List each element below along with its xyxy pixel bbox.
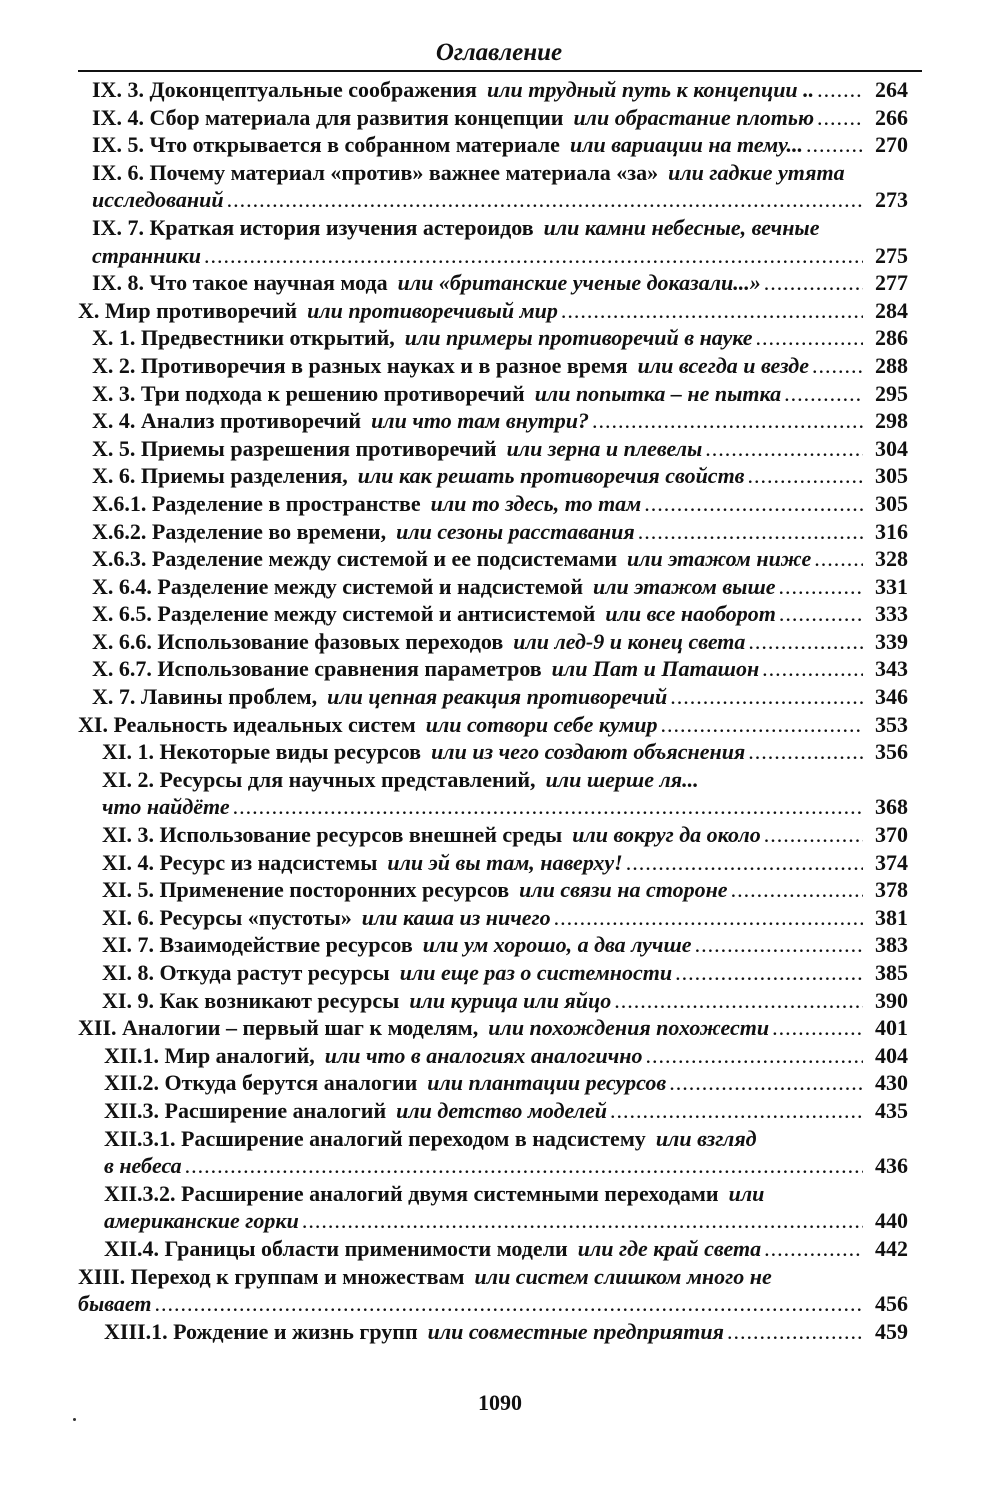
toc-entry-alt-title: или этажом ниже (627, 546, 812, 572)
header-rule (78, 70, 922, 72)
dot-leader (772, 1014, 863, 1042)
toc-entry[interactable] (78, 821, 908, 849)
dot-leader (204, 242, 863, 270)
toc-entry-page: 456 (875, 1291, 908, 1317)
toc-entry-page: 284 (875, 297, 908, 323)
page-number: 1090 (478, 1390, 522, 1415)
toc-entry-page: 442 (875, 1235, 908, 1261)
toc-entry-title: XII.4. Границы области применимости модели (104, 1235, 568, 1261)
toc-entry[interactable] (78, 1235, 908, 1263)
toc-entry-alt-title: или ум хорошо, а два лучше (422, 932, 692, 958)
dot-leader (646, 1042, 863, 1070)
toc-entry-title: XII.1. Мир аналогий, (104, 1042, 315, 1068)
dot-leader (779, 600, 863, 628)
toc-entry-alt-title: или что в аналогиях аналогично (324, 1042, 643, 1068)
toc-entry[interactable] (78, 573, 908, 601)
toc-entry-title: XI. 6. Ресурсы «пустоты» (102, 904, 352, 930)
toc-entry-alt-title: или трудный путь к концепции .. (486, 77, 815, 102)
toc-entry-alt-title: или все наоборот (605, 601, 776, 627)
dot-leader (817, 76, 863, 104)
toc-entry[interactable] (78, 849, 908, 877)
toc-entry[interactable] (78, 242, 908, 270)
toc-entry-alt-title: или всегда и везде (637, 352, 809, 378)
toc-entry-title: X. 5. Приемы разрешения противоречий (92, 435, 497, 461)
toc-entry-alt-title: или плантации ресурсов (427, 1070, 667, 1096)
toc-entry[interactable] (78, 1318, 908, 1346)
toc-entry-title: XII. Аналогии – первый шаг к моделям, (78, 1015, 479, 1041)
toc-entry-page: 304 (875, 435, 908, 461)
toc-entry-page: 440 (875, 1208, 908, 1234)
toc-entry-alt-title: или шерше ля... (545, 766, 699, 792)
dot-leader (812, 352, 863, 380)
toc-entry-title: X. 6. Приемы разделения, (92, 463, 348, 489)
toc-entry-alt-title: или противоречивый мир (307, 297, 558, 323)
toc-entry-alt-continuation: бывает (78, 1291, 152, 1317)
toc-entry[interactable] (78, 1207, 908, 1235)
toc-entry[interactable] (78, 104, 908, 132)
toc-entry-page: 404 (875, 1042, 908, 1068)
toc-entry-alt-title: или как решать противоречия свойств (357, 463, 745, 489)
toc-entry-alt-continuation: исследований (92, 187, 224, 213)
toc-entry-page: 288 (875, 352, 908, 378)
toc-entry[interactable] (78, 959, 908, 987)
toc-entry-title: IX. 7. Краткая история изучения астероидов (92, 214, 534, 240)
toc-entry-alt-title: или лед-9 и конец света (513, 628, 746, 654)
toc-entry-page: 374 (875, 849, 908, 875)
toc-entry[interactable] (78, 518, 908, 546)
dot-leader (764, 269, 863, 297)
dot-leader (185, 1152, 863, 1180)
toc-entry-alt-title: или из чего создают объяснения (431, 739, 746, 765)
toc-entry[interactable] (78, 628, 908, 656)
toc-entry[interactable] (78, 407, 908, 435)
toc-entry[interactable] (78, 1097, 908, 1125)
dot-leader (610, 1097, 863, 1125)
toc-entry[interactable] (78, 1042, 908, 1070)
toc-entry-alt-title: или этажом выше (593, 573, 776, 599)
toc-entry-alt-title: или примеры противоречий в науке (404, 325, 753, 351)
dot-leader (592, 407, 863, 435)
toc-entry-alt-title: или то здесь, то там (430, 490, 642, 516)
toc-entry-title: X.6.1. Разделение в пространстве (92, 490, 421, 516)
toc-entry[interactable] (78, 876, 908, 904)
toc-entry-page: 346 (875, 684, 908, 710)
toc-entry-title: XI. 4. Ресурс из надсистемы (102, 849, 378, 875)
dot-leader (748, 462, 863, 490)
toc-entry-alt-continuation: в небеса (104, 1153, 182, 1179)
toc-entry-page: 333 (875, 601, 908, 627)
toc-entry[interactable] (78, 435, 908, 463)
dot-leader (814, 545, 863, 573)
dot-leader (764, 1235, 863, 1263)
toc-entry-page: 378 (875, 877, 908, 903)
toc-entry-page: 356 (875, 739, 908, 765)
toc-entry-page: 298 (875, 408, 908, 434)
toc-entry-title: XII.3. Расширение аналогий (104, 1097, 387, 1123)
toc-entry-page: 339 (875, 628, 908, 654)
toc-entry-title: XI. 7. Взаимодействие ресурсов (102, 932, 413, 958)
toc-entry-line (78, 1125, 908, 1153)
toc-entry-alt-title: или каша из ничего (361, 904, 551, 930)
toc-entry[interactable] (78, 462, 908, 490)
toc-entry-page: 370 (875, 822, 908, 848)
speck-mark (73, 1418, 76, 1421)
toc-entry-page: 266 (875, 104, 908, 130)
toc-entry-page: 368 (875, 794, 908, 820)
toc-entry-title: X. 4. Анализ противоречий (92, 408, 362, 434)
toc-entry-page: 459 (875, 1318, 908, 1344)
dot-leader (817, 104, 863, 132)
toc-entry-title: XI. 3. Использование ресурсов внешней среды (102, 822, 563, 848)
toc-entry-alt-title: или похождения похожести (488, 1015, 770, 1041)
dot-leader (644, 490, 863, 518)
toc-entry-page: 401 (875, 1015, 908, 1041)
toc-entry-page: 436 (875, 1153, 908, 1179)
toc-entry-page: 295 (875, 380, 908, 406)
toc-entry-alt-title: или где край света (577, 1235, 762, 1261)
dot-leader (670, 683, 863, 711)
toc-entry[interactable] (78, 131, 908, 159)
toc-entry[interactable] (78, 297, 908, 325)
toc-entry-page: 305 (875, 463, 908, 489)
dot-leader (756, 324, 863, 352)
toc-entry-alt-continuation: странники (92, 242, 201, 268)
toc-entry-page: 275 (875, 242, 908, 268)
toc-entry-alt-title: или сотвори себе кумир (425, 711, 658, 737)
toc-entry-title: X. Мир противоречий (78, 297, 298, 323)
toc-entry-title: X. 6.4. Разделение между системой и надсистемой (92, 573, 583, 599)
dot-leader (638, 518, 863, 546)
toc-entry[interactable] (78, 76, 908, 104)
dot-leader (731, 876, 863, 904)
toc-entry-page: 390 (875, 987, 908, 1013)
page-header-title: Оглавление (435, 39, 563, 66)
toc-entry-alt-title: или совместные предприятия (427, 1318, 724, 1344)
toc-entry-alt-title: или (728, 1180, 765, 1206)
toc-entry-title: IX. 8. Что такое научная мода (92, 270, 388, 296)
toc-entry-title: IX. 5. Что открывается в собранном материале (92, 132, 560, 158)
toc-entry[interactable] (78, 324, 908, 352)
toc-entry-title: X. 1. Предвестники открытий, (92, 325, 395, 351)
toc-entry-title: X.6.3. Разделение между системой и ее подсистемами (92, 546, 618, 572)
toc-entry-alt-title: или взгляд (655, 1125, 757, 1151)
dot-leader (748, 628, 863, 656)
dot-leader (155, 1290, 863, 1318)
toc-entry[interactable] (78, 793, 908, 821)
toc-entry-title: XIII.1. Рождение и жизнь групп (104, 1318, 418, 1344)
toc-entry-title: XII.3.1. Расширение аналогий переходом в надсистему (104, 1125, 646, 1151)
toc-entry-alt-continuation: американские горки (104, 1208, 299, 1234)
dot-leader (762, 655, 863, 683)
toc-entry-alt-title: или курица или яйцо (409, 987, 612, 1013)
toc-entry-alt-title: или еще раз о системности (399, 960, 673, 985)
toc-entry-alt-title: или вариации на тему... (569, 132, 804, 158)
toc-entry[interactable] (78, 904, 908, 932)
dot-leader (561, 297, 863, 325)
toc-entry-alt-title: или эй вы там, наверху! (387, 849, 623, 875)
dot-leader (302, 1207, 863, 1235)
toc-entry-page: 435 (875, 1097, 908, 1123)
toc-entry-page: 270 (875, 132, 908, 158)
toc-entry-page: 331 (875, 573, 908, 599)
dot-leader (748, 738, 863, 766)
table-of-contents (78, 76, 908, 1345)
toc-entry-alt-title: или обрастание плотью (573, 104, 815, 130)
toc-entry-title: XIII. Переход к группам и множествам (78, 1263, 465, 1289)
toc-entry-line (78, 766, 908, 794)
toc-entry[interactable] (78, 600, 908, 628)
toc-entry[interactable] (78, 1152, 908, 1180)
toc-entry-line (78, 159, 908, 187)
toc-entry-title: XI. 9. Как возникают ресурсы (102, 987, 400, 1013)
toc-entry-alt-title: или камни небесные, вечные (543, 214, 820, 240)
toc-entry-alt-title: или сезоны расставания (396, 518, 635, 544)
dot-leader (233, 793, 863, 821)
toc-entry[interactable] (78, 545, 908, 573)
dot-leader (669, 1069, 863, 1097)
dot-leader (784, 380, 863, 408)
toc-entry[interactable] (78, 931, 908, 959)
toc-entry-title: IX. 3. Доконцептуальные соображения (92, 77, 477, 102)
toc-entry-page: 383 (875, 932, 908, 958)
toc-entry-alt-title: или систем слишком много не (474, 1263, 772, 1289)
dot-leader (626, 849, 863, 877)
toc-entry-alt-title: или попытка – не пытка (534, 380, 782, 406)
toc-entry-alt-title: или цепная реакция противоречий (327, 684, 668, 710)
toc-entry-title: XII.3.2. Расширение аналогий двумя системными переходами (104, 1180, 719, 1206)
toc-entry-title: XI. 1. Некоторые виды ресурсов (102, 739, 422, 765)
toc-entry-title: X. 7. Лавины проблем, (92, 684, 318, 710)
toc-entry[interactable] (78, 711, 908, 739)
toc-entry[interactable] (78, 683, 908, 711)
dot-leader (727, 1318, 863, 1346)
toc-entry[interactable] (78, 352, 908, 380)
toc-entry-page: 381 (875, 904, 908, 930)
toc-entry-alt-title: или Пат и Паташон (551, 656, 760, 682)
toc-entry-title: IX. 6. Почему материал «против» важнее материала «за» (92, 159, 659, 185)
dot-leader (614, 987, 863, 1015)
toc-entry-alt-continuation: что найдёте (102, 794, 230, 820)
dot-leader (661, 711, 863, 739)
dot-leader (779, 573, 863, 601)
toc-entry-page: 343 (875, 656, 908, 682)
toc-entry-alt-title: или «британские ученые доказали...» (397, 270, 761, 296)
toc-entry-title: X. 6.7. Использование сравнения параметров (92, 656, 542, 682)
toc-entry[interactable] (78, 738, 908, 766)
toc-entry-line (78, 1263, 908, 1291)
toc-entry-title: XI. 8. Откуда растут ресурсы (102, 960, 390, 985)
toc-entry-page: 328 (875, 546, 908, 572)
toc-entry-page: 353 (875, 711, 908, 737)
dot-leader (227, 186, 863, 214)
toc-entry[interactable] (78, 987, 908, 1015)
toc-entry-alt-title: или что там внутри? (371, 408, 590, 434)
toc-entry[interactable] (78, 490, 908, 518)
toc-entry-title: X.6.2. Разделение во времени, (92, 518, 387, 544)
toc-entry-title: XI. Реальность идеальных систем (78, 711, 416, 737)
toc-entry-page: 430 (875, 1070, 908, 1096)
toc-entry-alt-title: или связи на стороне (519, 877, 728, 903)
dot-leader (764, 821, 863, 849)
toc-entry[interactable] (78, 1014, 908, 1042)
toc-entry-line (78, 1180, 908, 1208)
toc-entry-title: X. 3. Три подхода к решению противоречий (92, 380, 525, 406)
dot-leader (675, 959, 863, 987)
toc-entry-page: 385 (875, 960, 908, 985)
toc-entry-line (78, 214, 908, 242)
dot-leader (695, 931, 863, 959)
toc-entry-page: 305 (875, 490, 908, 516)
dot-leader (806, 131, 863, 159)
toc-entry-alt-title: или зерна и плевелы (506, 435, 703, 461)
toc-entry-title: XII.2. Откуда берутся аналогии (104, 1070, 418, 1096)
toc-entry-page: 264 (875, 77, 908, 102)
toc-entry[interactable] (78, 1290, 908, 1318)
toc-entry-page: 286 (875, 325, 908, 351)
toc-entry[interactable] (78, 655, 908, 683)
toc-entry-page: 273 (875, 187, 908, 213)
toc-entry-alt-title: или гадкие утята (668, 159, 845, 185)
toc-entry-title: X. 6.6. Использование фазовых переходов (92, 628, 504, 654)
toc-entry-alt-title: или детство моделей (396, 1097, 608, 1123)
toc-entry-title: XI. 5. Применение посторонних ресурсов (102, 877, 510, 903)
toc-entry-page: 277 (875, 270, 908, 296)
toc-entry-alt-title: или вокруг да около (572, 822, 761, 848)
toc-entry[interactable] (78, 186, 908, 214)
toc-entry-title: XI. 2. Ресурсы для научных представлений, (102, 766, 536, 792)
dot-leader (705, 435, 863, 463)
toc-entry[interactable] (78, 380, 908, 408)
dot-leader (554, 904, 863, 932)
toc-entry-title: X. 6.5. Разделение между системой и антисистемой (92, 601, 596, 627)
toc-entry[interactable] (78, 1069, 908, 1097)
toc-entry[interactable] (78, 269, 908, 297)
toc-entry-title: IX. 4. Сбор материала для развития концепции (92, 104, 564, 130)
toc-entry-title: X. 2. Противоречия в разных науках и в разное время (92, 352, 628, 378)
toc-entry-page: 316 (875, 518, 908, 544)
